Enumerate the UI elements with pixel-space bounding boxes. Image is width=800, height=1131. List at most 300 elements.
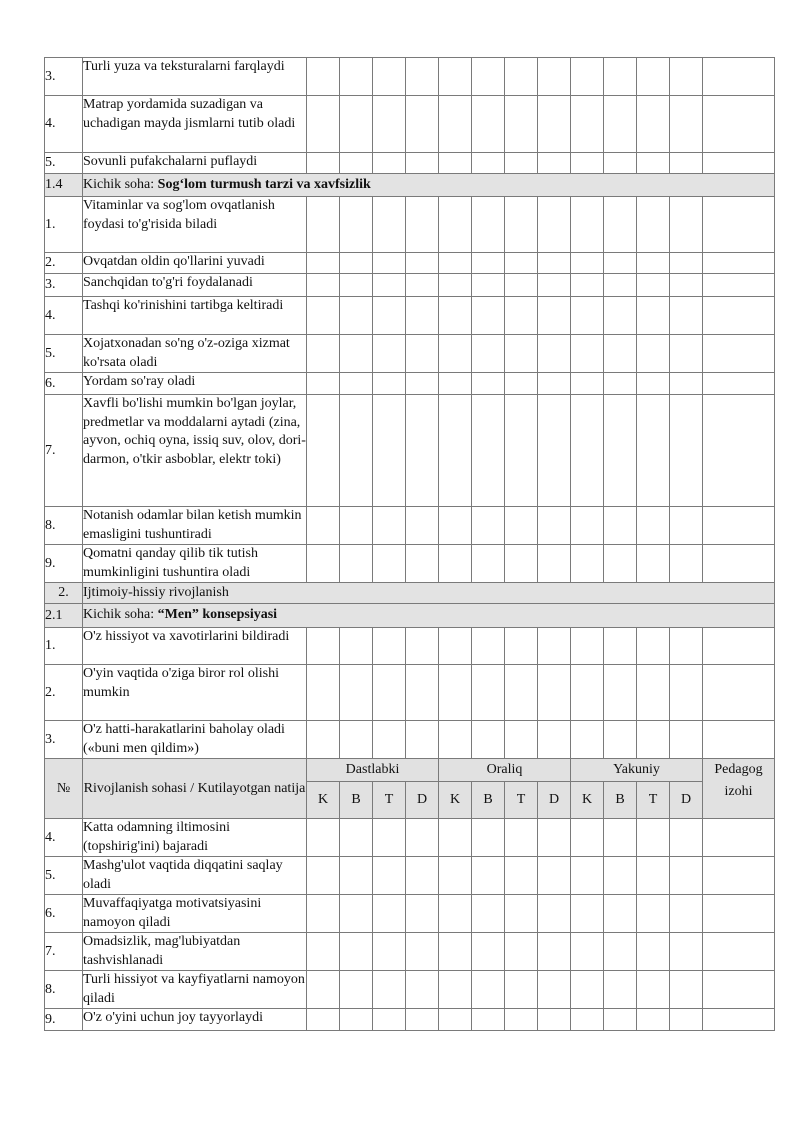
assessment-cell[interactable] xyxy=(373,545,406,583)
assessment-cell[interactable] xyxy=(670,857,703,895)
assessment-cell[interactable] xyxy=(604,297,637,335)
assessment-cell[interactable] xyxy=(373,153,406,174)
assessment-cell[interactable] xyxy=(340,274,373,297)
assessment-cell[interactable] xyxy=(307,1009,340,1031)
assessment-cell[interactable] xyxy=(505,373,538,395)
assessment-cell[interactable] xyxy=(439,395,472,507)
pedagog-note-cell[interactable] xyxy=(703,297,775,335)
assessment-cell[interactable] xyxy=(670,628,703,665)
assessment-cell[interactable] xyxy=(340,545,373,583)
assessment-cell[interactable] xyxy=(538,895,571,933)
row-number: 4. xyxy=(45,96,83,153)
assessment-cell[interactable] xyxy=(571,507,604,545)
assessment-cell[interactable] xyxy=(637,297,670,335)
assessment-cell[interactable] xyxy=(604,1009,637,1031)
assessment-cell[interactable] xyxy=(439,819,472,857)
assessment-cell[interactable] xyxy=(439,153,472,174)
assessment-cell[interactable] xyxy=(505,857,538,895)
assessment-cell[interactable] xyxy=(571,335,604,373)
assessment-cell[interactable] xyxy=(373,933,406,971)
assessment-cell[interactable] xyxy=(406,153,439,174)
assessment-cell[interactable] xyxy=(637,197,670,253)
outcome-text: Katta odamning iltimosini (topshirig'ini) bajaradi xyxy=(83,819,307,857)
pedagog-note-cell[interactable] xyxy=(703,373,775,395)
assessment-cell[interactable] xyxy=(670,665,703,721)
assessment-cell[interactable] xyxy=(307,857,340,895)
assessment-cell[interactable] xyxy=(406,197,439,253)
assessment-cell[interactable] xyxy=(571,971,604,1009)
assessment-cell[interactable] xyxy=(604,721,637,759)
assessment-cell[interactable] xyxy=(604,274,637,297)
assessment-cell[interactable] xyxy=(637,857,670,895)
assessment-cell[interactable] xyxy=(307,665,340,721)
assessment-cell[interactable] xyxy=(307,197,340,253)
assessment-cell[interactable] xyxy=(406,665,439,721)
assessment-cell[interactable] xyxy=(472,253,505,274)
assessment-cell[interactable] xyxy=(472,58,505,96)
assessment-cell[interactable] xyxy=(307,253,340,274)
assessment-cell[interactable] xyxy=(472,335,505,373)
assessment-cell[interactable] xyxy=(373,665,406,721)
assessment-cell[interactable] xyxy=(373,971,406,1009)
assessment-cell[interactable] xyxy=(373,628,406,665)
pedagog-note-cell[interactable] xyxy=(703,274,775,297)
assessment-cell[interactable] xyxy=(538,819,571,857)
assessment-cell[interactable] xyxy=(373,507,406,545)
assessment-cell[interactable] xyxy=(637,1009,670,1031)
assessment-cell[interactable] xyxy=(670,895,703,933)
assessment-cell[interactable] xyxy=(571,373,604,395)
assessment-cell[interactable] xyxy=(637,721,670,759)
assessment-cell[interactable] xyxy=(637,274,670,297)
assessment-cell[interactable] xyxy=(373,395,406,507)
assessment-table xyxy=(44,57,775,1031)
table-row xyxy=(45,895,775,933)
assessment-cell[interactable] xyxy=(406,297,439,335)
assessment-cell[interactable] xyxy=(505,665,538,721)
group-header-dastlabki: Dastlabki xyxy=(307,759,439,782)
assessment-cell[interactable] xyxy=(439,297,472,335)
assessment-cell[interactable] xyxy=(538,197,571,253)
assessment-cell[interactable] xyxy=(439,933,472,971)
assessment-cell[interactable] xyxy=(538,628,571,665)
assessment-cell[interactable] xyxy=(307,395,340,507)
assessment-cell[interactable] xyxy=(604,395,637,507)
assessment-cell[interactable] xyxy=(406,253,439,274)
assessment-cell[interactable] xyxy=(604,335,637,373)
table-row xyxy=(45,857,775,895)
table-row xyxy=(45,1009,775,1031)
assessment-cell[interactable] xyxy=(571,665,604,721)
assessment-cell[interactable] xyxy=(670,933,703,971)
assessment-cell[interactable] xyxy=(373,274,406,297)
pedagog-note-cell[interactable] xyxy=(703,895,775,933)
assessment-cell[interactable] xyxy=(505,628,538,665)
table-row xyxy=(45,96,775,153)
assessment-cell[interactable] xyxy=(307,721,340,759)
subsection-prefix: Kichik soha: xyxy=(83,607,158,623)
assessment-cell[interactable] xyxy=(670,545,703,583)
assessment-cell[interactable] xyxy=(439,895,472,933)
assessment-cell[interactable] xyxy=(670,971,703,1009)
assessment-cell[interactable] xyxy=(505,545,538,583)
assessment-cell[interactable] xyxy=(571,628,604,665)
assessment-cell[interactable] xyxy=(472,373,505,395)
assessment-cell[interactable] xyxy=(505,335,538,373)
outcome-text: Xojatxonadan so'ng o'z-oziga xizmat ko'rsata oladi xyxy=(83,335,307,373)
assessment-cell[interactable] xyxy=(307,96,340,153)
assessment-cell[interactable] xyxy=(604,895,637,933)
assessment-cell[interactable] xyxy=(670,507,703,545)
assessment-cell[interactable] xyxy=(538,971,571,1009)
assessment-cell[interactable] xyxy=(472,507,505,545)
assessment-cell[interactable] xyxy=(571,253,604,274)
assessment-cell[interactable] xyxy=(538,335,571,373)
assessment-cell[interactable] xyxy=(505,395,538,507)
assessment-cell[interactable] xyxy=(505,895,538,933)
assessment-cell[interactable] xyxy=(538,665,571,721)
pedagog-note-cell[interactable] xyxy=(703,933,775,971)
assessment-cell[interactable] xyxy=(439,545,472,583)
assessment-cell[interactable] xyxy=(505,274,538,297)
assessment-cell[interactable] xyxy=(670,253,703,274)
pedagog-note-cell[interactable] xyxy=(703,507,775,545)
assessment-cell[interactable] xyxy=(340,721,373,759)
assessment-cell[interactable] xyxy=(307,274,340,297)
assessment-cell[interactable] xyxy=(505,507,538,545)
assessment-cell[interactable] xyxy=(538,58,571,96)
row-number: 4. xyxy=(45,819,83,857)
assessment-cell[interactable] xyxy=(538,153,571,174)
assessment-cell[interactable] xyxy=(340,857,373,895)
assessment-cell[interactable] xyxy=(505,819,538,857)
assessment-cell[interactable] xyxy=(604,628,637,665)
assessment-cell[interactable] xyxy=(340,665,373,721)
assessment-cell[interactable] xyxy=(340,58,373,96)
assessment-cell[interactable] xyxy=(439,335,472,373)
pedagog-note-cell[interactable] xyxy=(703,819,775,857)
assessment-cell[interactable] xyxy=(472,1009,505,1031)
assessment-cell[interactable] xyxy=(439,1009,472,1031)
assessment-cell[interactable] xyxy=(439,721,472,759)
assessment-cell[interactable] xyxy=(340,933,373,971)
assessment-cell[interactable] xyxy=(340,628,373,665)
assessment-cell[interactable] xyxy=(307,297,340,335)
assessment-cell[interactable] xyxy=(373,721,406,759)
assessment-cell[interactable] xyxy=(307,628,340,665)
assessment-cell[interactable] xyxy=(373,857,406,895)
assessment-cell[interactable] xyxy=(571,96,604,153)
pedagog-note-cell[interactable] xyxy=(703,197,775,253)
assessment-cell[interactable] xyxy=(538,1009,571,1031)
assessment-cell[interactable] xyxy=(637,58,670,96)
table-row xyxy=(45,628,775,665)
outcome-text: Xavfli bo'lishi mumkin bo'lgan joylar, predmetlar va moddalarni aytadi (zina, ayvon, ochiq oyna, issiq suv, olov, dori-darmon, o'tkir asboblar, elektr toki) xyxy=(83,395,307,507)
assessment-cell[interactable] xyxy=(505,933,538,971)
pedagog-note-cell[interactable] xyxy=(703,628,775,665)
assessment-cell[interactable] xyxy=(406,545,439,583)
assessment-cell[interactable] xyxy=(538,507,571,545)
assessment-cell[interactable] xyxy=(340,373,373,395)
outcome-text: Ovqatdan oldin qo'llarini yuvadi xyxy=(83,253,307,274)
subsection-prefix: Kichik soha: xyxy=(83,176,158,192)
group-header-oraliq: Oraliq xyxy=(439,759,571,782)
assessment-cell[interactable] xyxy=(373,895,406,933)
assessment-cell[interactable] xyxy=(538,373,571,395)
pedagog-note-cell[interactable] xyxy=(703,253,775,274)
assessment-cell[interactable] xyxy=(538,545,571,583)
assessment-cell[interactable] xyxy=(373,373,406,395)
assessment-cell[interactable] xyxy=(472,197,505,253)
assessment-cell[interactable] xyxy=(538,933,571,971)
assessment-cell[interactable] xyxy=(637,507,670,545)
assessment-cell[interactable] xyxy=(637,628,670,665)
assessment-cell[interactable] xyxy=(505,721,538,759)
assessment-cell[interactable] xyxy=(307,373,340,395)
assessment-cell[interactable] xyxy=(307,933,340,971)
outcome-text: Matrap yordamida suzadigan va uchadigan mayda jismlarni tutib oladi xyxy=(83,96,307,153)
assessment-cell[interactable] xyxy=(604,153,637,174)
assessment-cell[interactable] xyxy=(670,153,703,174)
assessment-cell[interactable] xyxy=(439,253,472,274)
assessment-cell[interactable] xyxy=(340,895,373,933)
assessment-cell[interactable] xyxy=(472,545,505,583)
assessment-cell[interactable] xyxy=(340,507,373,545)
assessment-cell[interactable] xyxy=(538,297,571,335)
assessment-cell[interactable] xyxy=(439,274,472,297)
assessment-cell[interactable] xyxy=(637,819,670,857)
assessment-cell[interactable] xyxy=(505,58,538,96)
assessment-cell[interactable] xyxy=(604,253,637,274)
row-number: 1. xyxy=(45,197,83,253)
assessment-cell[interactable] xyxy=(538,857,571,895)
assessment-cell[interactable] xyxy=(505,153,538,174)
assessment-cell[interactable] xyxy=(505,1009,538,1031)
assessment-cell[interactable] xyxy=(538,96,571,153)
assessment-cell[interactable] xyxy=(406,335,439,373)
assessment-cell[interactable] xyxy=(373,297,406,335)
assessment-cell[interactable] xyxy=(406,895,439,933)
assessment-cell[interactable] xyxy=(307,153,340,174)
assessment-cell[interactable] xyxy=(340,197,373,253)
assessment-cell[interactable] xyxy=(373,1009,406,1031)
outcome-text: O'yin vaqtida o'ziga biror rol olishi mumkin xyxy=(83,665,307,721)
sub-header-t: T xyxy=(637,782,670,819)
assessment-cell[interactable] xyxy=(637,545,670,583)
assessment-cell[interactable] xyxy=(670,373,703,395)
assessment-cell[interactable] xyxy=(670,297,703,335)
assessment-cell[interactable] xyxy=(472,628,505,665)
row-number: 3. xyxy=(45,721,83,759)
pedagog-note-cell[interactable] xyxy=(703,665,775,721)
assessment-cell[interactable] xyxy=(307,545,340,583)
pedagog-note-cell[interactable] xyxy=(703,395,775,507)
assessment-cell[interactable] xyxy=(340,153,373,174)
assessment-cell[interactable] xyxy=(670,1009,703,1031)
assessment-cell[interactable] xyxy=(571,274,604,297)
assessment-cell[interactable] xyxy=(373,253,406,274)
assessment-cell[interactable] xyxy=(670,721,703,759)
assessment-cell[interactable] xyxy=(604,857,637,895)
assessment-cell[interactable] xyxy=(637,373,670,395)
pedagog-note-cell[interactable] xyxy=(703,58,775,96)
table-header xyxy=(45,759,775,819)
assessment-cell[interactable] xyxy=(373,335,406,373)
assessment-cell[interactable] xyxy=(406,933,439,971)
assessment-cell[interactable] xyxy=(406,721,439,759)
assessment-cell[interactable] xyxy=(340,253,373,274)
assessment-cell[interactable] xyxy=(637,933,670,971)
assessment-cell[interactable] xyxy=(340,96,373,153)
assessment-cell[interactable] xyxy=(439,628,472,665)
assessment-cell[interactable] xyxy=(406,971,439,1009)
assessment-cell[interactable] xyxy=(505,96,538,153)
assessment-cell[interactable] xyxy=(670,197,703,253)
assessment-cell[interactable] xyxy=(307,507,340,545)
assessment-cell[interactable] xyxy=(307,895,340,933)
assessment-cell[interactable] xyxy=(604,665,637,721)
pedagog-note-cell[interactable] xyxy=(703,96,775,153)
assessment-cell[interactable] xyxy=(406,628,439,665)
assessment-cell[interactable] xyxy=(406,96,439,153)
assessment-cell[interactable] xyxy=(505,971,538,1009)
assessment-cell[interactable] xyxy=(439,665,472,721)
assessment-cell[interactable] xyxy=(571,545,604,583)
assessment-cell[interactable] xyxy=(604,507,637,545)
assessment-cell[interactable] xyxy=(637,895,670,933)
assessment-cell[interactable] xyxy=(340,971,373,1009)
assessment-cell[interactable] xyxy=(604,971,637,1009)
assessment-cell[interactable] xyxy=(670,395,703,507)
assessment-cell[interactable] xyxy=(472,395,505,507)
assessment-cell[interactable] xyxy=(670,58,703,96)
subsection-name: Sog‘lom turmush tarzi va xavfsizlik xyxy=(157,176,371,192)
assessment-cell[interactable] xyxy=(439,971,472,1009)
assessment-cell[interactable] xyxy=(571,819,604,857)
assessment-cell[interactable] xyxy=(637,395,670,507)
assessment-cell[interactable] xyxy=(472,895,505,933)
pedagog-note-cell[interactable] xyxy=(703,971,775,1009)
table-row xyxy=(45,395,775,507)
assessment-cell[interactable] xyxy=(439,507,472,545)
assessment-cell[interactable] xyxy=(439,197,472,253)
assessment-cell[interactable] xyxy=(670,274,703,297)
assessment-cell[interactable] xyxy=(604,373,637,395)
assessment-cell[interactable] xyxy=(571,933,604,971)
assessment-cell[interactable] xyxy=(604,96,637,153)
pedagog-note-cell[interactable] xyxy=(703,1009,775,1031)
assessment-cell[interactable] xyxy=(472,153,505,174)
assessment-cell[interactable] xyxy=(538,253,571,274)
assessment-cell[interactable] xyxy=(373,96,406,153)
assessment-cell[interactable] xyxy=(340,395,373,507)
assessment-cell[interactable] xyxy=(472,665,505,721)
assessment-cell[interactable] xyxy=(505,297,538,335)
assessment-cell[interactable] xyxy=(670,335,703,373)
pedagog-note-cell[interactable] xyxy=(703,153,775,174)
assessment-cell[interactable] xyxy=(571,197,604,253)
assessment-cell[interactable] xyxy=(373,197,406,253)
assessment-cell[interactable] xyxy=(571,58,604,96)
assessment-cell[interactable] xyxy=(637,335,670,373)
assessment-cell[interactable] xyxy=(373,58,406,96)
assessment-cell[interactable] xyxy=(637,96,670,153)
assessment-cell[interactable] xyxy=(472,297,505,335)
assessment-cell[interactable] xyxy=(637,971,670,1009)
assessment-cell[interactable] xyxy=(571,297,604,335)
assessment-cell[interactable] xyxy=(373,819,406,857)
assessment-cell[interactable] xyxy=(307,971,340,1009)
assessment-cell[interactable] xyxy=(307,335,340,373)
assessment-cell[interactable] xyxy=(505,197,538,253)
assessment-cell[interactable] xyxy=(604,819,637,857)
assessment-cell[interactable] xyxy=(637,153,670,174)
assessment-cell[interactable] xyxy=(670,819,703,857)
pedagog-header: Pedagog izohi xyxy=(703,759,775,819)
assessment-cell[interactable] xyxy=(571,153,604,174)
assessment-cell[interactable] xyxy=(439,58,472,96)
assessment-cell[interactable] xyxy=(340,819,373,857)
assessment-cell[interactable] xyxy=(406,58,439,96)
assessment-cell[interactable] xyxy=(307,58,340,96)
assessment-cell[interactable] xyxy=(637,665,670,721)
row-number: 9. xyxy=(45,545,83,583)
assessment-cell[interactable] xyxy=(340,335,373,373)
assessment-cell[interactable] xyxy=(670,96,703,153)
assessment-cell[interactable] xyxy=(406,274,439,297)
assessment-cell[interactable] xyxy=(538,395,571,507)
assessment-cell[interactable] xyxy=(406,1009,439,1031)
assessment-cell[interactable] xyxy=(439,96,472,153)
pedagog-note-cell[interactable] xyxy=(703,721,775,759)
assessment-cell[interactable] xyxy=(472,857,505,895)
assessment-cell[interactable] xyxy=(538,721,571,759)
assessment-cell[interactable] xyxy=(406,819,439,857)
assessment-cell[interactable] xyxy=(571,721,604,759)
assessment-cell[interactable] xyxy=(439,857,472,895)
outcome-text: Sovunli pufakchalarni puflaydi xyxy=(83,153,307,174)
assessment-cell[interactable] xyxy=(307,819,340,857)
assessment-cell[interactable] xyxy=(538,274,571,297)
assessment-cell[interactable] xyxy=(571,395,604,507)
assessment-cell[interactable] xyxy=(472,274,505,297)
pedagog-note-cell[interactable] xyxy=(703,857,775,895)
pedagog-note-cell[interactable] xyxy=(703,545,775,583)
assessment-cell[interactable] xyxy=(472,971,505,1009)
assessment-cell[interactable] xyxy=(604,933,637,971)
assessment-cell[interactable] xyxy=(571,857,604,895)
assessment-cell[interactable] xyxy=(604,545,637,583)
assessment-cell[interactable] xyxy=(472,96,505,153)
assessment-cell[interactable] xyxy=(340,1009,373,1031)
assessment-cell[interactable] xyxy=(472,819,505,857)
pedagog-note-cell[interactable] xyxy=(703,335,775,373)
assessment-cell[interactable] xyxy=(604,58,637,96)
assessment-cell[interactable] xyxy=(406,395,439,507)
assessment-cell[interactable] xyxy=(406,507,439,545)
assessment-cell[interactable] xyxy=(340,297,373,335)
assessment-cell[interactable] xyxy=(571,895,604,933)
assessment-cell[interactable] xyxy=(505,253,538,274)
assessment-cell[interactable] xyxy=(604,197,637,253)
assessment-cell[interactable] xyxy=(571,1009,604,1031)
assessment-cell[interactable] xyxy=(472,721,505,759)
assessment-cell[interactable] xyxy=(439,373,472,395)
assessment-cell[interactable] xyxy=(637,253,670,274)
assessment-cell[interactable] xyxy=(406,373,439,395)
assessment-cell[interactable] xyxy=(406,857,439,895)
assessment-cell[interactable] xyxy=(472,933,505,971)
